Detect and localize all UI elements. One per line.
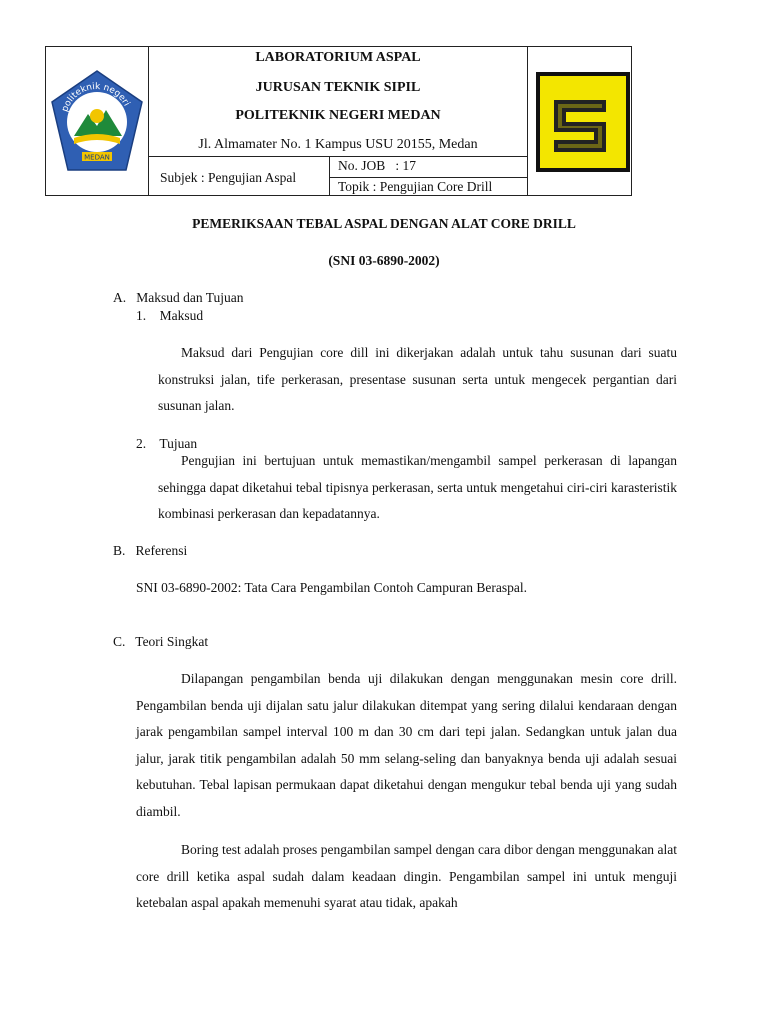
polmed-logo: [48, 68, 146, 174]
department-name: JURUSAN TEKNIK SIPIL: [255, 80, 421, 95]
logo-left-text: politeknik negeri: [60, 81, 132, 114]
section-a1-heading: 1. Maksud: [136, 308, 204, 323]
header-job-row-divider: [329, 177, 527, 178]
header-row-divider: [148, 156, 527, 157]
section-a2-heading: 2. Tujuan: [136, 436, 198, 451]
logo-left-sub: MEDAN: [84, 153, 110, 162]
school-name: POLITEKNIK NEGERI MEDAN: [235, 108, 441, 123]
section-b-text: SNI 03-6890-2002: Tata Cara Pengambilan Contoh Campuran Beraspal.: [136, 580, 527, 595]
topic-label: Topik : Pengujian Core Drill: [338, 179, 493, 194]
document-title: PEMERIKSAAN TEBAL ASPAL DENGAN ALAT CORE DRILL: [192, 216, 576, 231]
lab-name: LABORATORIUM ASPAL: [255, 50, 421, 65]
section-c-heading: C. Teori Singkat: [113, 634, 209, 649]
section-b-heading: B. Referensi: [113, 543, 188, 558]
subject-label: Subjek : Pengujian Aspal: [160, 170, 297, 185]
header-job-divider: [329, 156, 330, 195]
document-standard: (SNI 03-6890-2002): [328, 253, 440, 268]
section-a2-text: Pengujian ini bertujuan untuk memastikan/mengambil sampel perkerasan di lapangan sehingga dapat diketahui tebal tipisnya perkerasan, serta untuk mengetahui ciri-ciri karasteristik kombinasi perkerasan dan kepadatannya.: [158, 453, 677, 521]
section-c-paragraph-2: Boring test adalah proses pengambilan sampel dengan cara dibor dengan menggunakan alat core drill ketika aspal sudah dalam keadaan dingin. Pengambilan sampel ini untuk menguji ketebalan aspal apakah memenuhi syarat atau tidak, apakah: [136, 842, 677, 910]
section-c-paragraph-1: Dilapangan pengambilan benda uji dilakukan dengan menggunakan mesin core drill. Pengambilan benda uji dijalan satu jalur dilakukan ditempat yang sering dilalui kendaraan dengan jarak pengambilan sampel interval 100 m dan 30 cm dari tepi jalan. Sedangkan untuk jalan dua jalur, jarak titik pengambilan adalah 50 mm selang-seling dan banyaknya benda uji adalah sesuai kebutuhan. Tebal lapisan permukaan dapat diketahui dengan mengukur tebal benda uji yang sudah diambil.: [136, 671, 677, 819]
job-number: No. JOB : 17: [338, 158, 417, 173]
lab-logo: [536, 72, 630, 172]
section-a-heading: A. Maksud dan Tujuan: [113, 290, 244, 305]
address: Jl. Almamater No. 1 Kampus USU 20155, Medan: [198, 137, 478, 152]
section-a1-text: Maksud dari Pengujian core dill ini dikerjakan adalah untuk tahu susunan dari suatu konstruksi jalan, tife perkerasan, presentase susunan serta untuk mengecek pergantian dari susunan jalan.: [158, 345, 677, 413]
